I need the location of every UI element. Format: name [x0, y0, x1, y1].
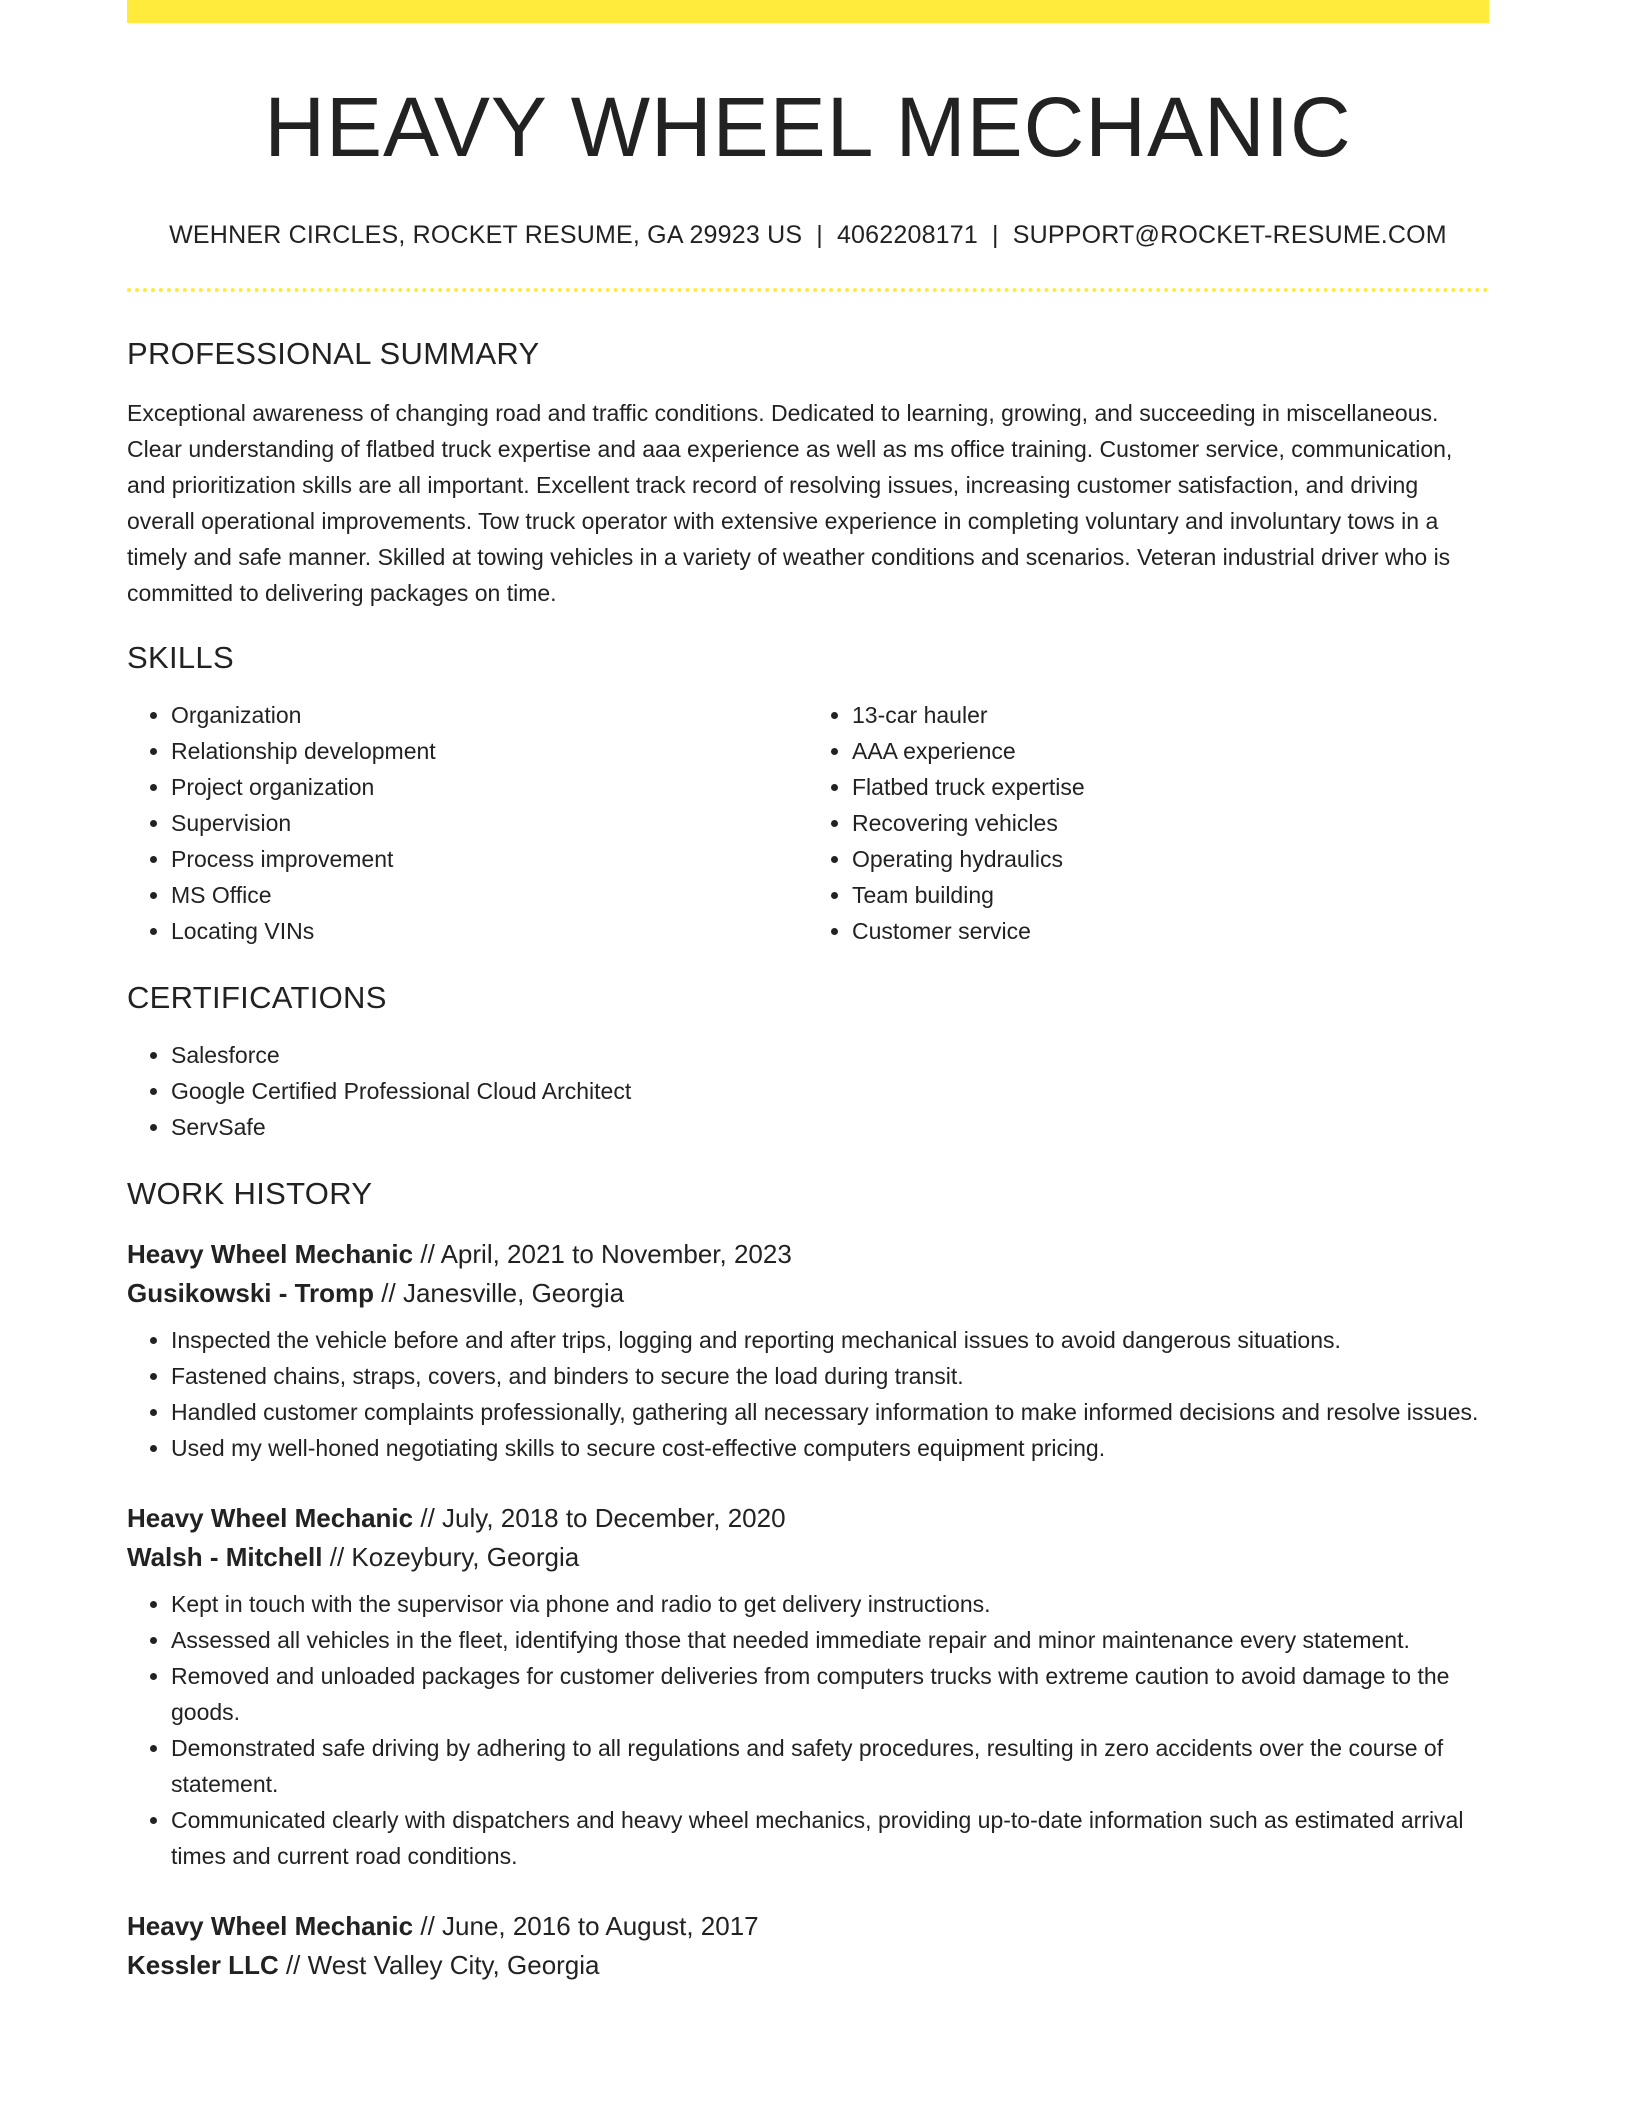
- skill-item: • Locating VINs: [171, 913, 808, 949]
- skill-item: • Flatbed truck expertise: [852, 769, 1489, 805]
- job-bullets: [127, 1322, 1489, 1466]
- job-title-line: [127, 1907, 1489, 1946]
- phone: 4062208171: [836, 221, 978, 249]
- job-title-line: [127, 1499, 1489, 1538]
- job-company-line: [127, 1274, 1489, 1313]
- job-title: Heavy Wheel Mechanic: [127, 1239, 414, 1269]
- job-bullet: • Used my well-honed negotiating skills to secure cost-effective computers equipment pricing.: [171, 1430, 1489, 1466]
- job-company-line: [127, 1538, 1489, 1577]
- job-bullet: • Removed and unloaded packages for customer deliveries from computers trucks with extreme caution to avoid damage to the goods.: [171, 1658, 1489, 1730]
- job-bullet: • Assessed all vehicles in the fleet, identifying those that needed immediate repair and minor maintenance every statement.: [171, 1622, 1489, 1658]
- email: SUPPORT@ROCKET-RESUME.COM: [1012, 221, 1447, 249]
- dotted-divider: [127, 288, 1489, 292]
- separator: |: [992, 221, 999, 249]
- skill-item: • Relationship development: [171, 733, 808, 769]
- skill-item: • Process improvement: [171, 841, 808, 877]
- separator: |: [816, 221, 823, 249]
- job-dates: // June, 2016 to August, 2017: [413, 1911, 759, 1941]
- skill-item: • Organization: [171, 697, 808, 733]
- job-bullet: • Handled customer complaints professionally, gathering all necessary information to make informed decisions and resolve issues.: [171, 1394, 1489, 1430]
- skill-item: • Customer service: [852, 913, 1489, 949]
- job-company-line: [127, 1946, 1489, 1985]
- summary-heading: PROFESSIONAL SUMMARY: [127, 336, 540, 371]
- job-bullets: [127, 1586, 1489, 1874]
- job-company: Gusikowski - Tromp: [127, 1278, 375, 1308]
- summary-text: Exceptional awareness of changing road and traffic conditions. Dedicated to learning, growing, and succeeding in miscellaneous. Clear understanding of flatbed truck expertise and aaa experience as well as ms office training. Customer service, communication, and prioritization skills are all important. Excellent track record of resolving issues, increasing customer satisfaction, and driving overall operational improvements. Tow truck operator with extensive experience in completing voluntary and involuntary tows in a timely and safe manner. Skilled at towing vehicles in a variety of weather conditions and scenarios. Veteran industrial driver who is committed to delivering packages on time.: [127, 400, 1453, 606]
- job-bullet: • Communicated clearly with dispatchers and heavy wheel mechanics, providing up-to-date information such as estimated arrival times and current road conditions.: [171, 1802, 1489, 1874]
- job-title: Heavy Wheel Mechanic: [127, 1503, 414, 1533]
- work-history-heading: WORK HISTORY: [127, 1176, 373, 1211]
- job-entry: [127, 1499, 1489, 1874]
- skill-item: • AAA experience: [852, 733, 1489, 769]
- skills-left-list: [127, 697, 808, 949]
- certifications-list: [127, 1037, 1489, 1145]
- job-title-line: [127, 1235, 1489, 1274]
- skill-item: • Project organization: [171, 769, 808, 805]
- job-title: Heavy Wheel Mechanic: [127, 1911, 414, 1941]
- skills-columns: [127, 697, 1489, 949]
- certification-item: • Salesforce: [171, 1037, 1489, 1073]
- resume-name: HEAVY WHEEL MECHANIC: [264, 80, 1352, 174]
- job-dates: // April, 2021 to November, 2023: [413, 1239, 792, 1269]
- job-company: Kessler LLC: [127, 1950, 279, 1980]
- skill-item: • Operating hydraulics: [852, 841, 1489, 877]
- accent-bar: [127, 0, 1489, 23]
- skill-item: • MS Office: [171, 877, 808, 913]
- skills-heading: SKILLS: [127, 640, 234, 675]
- certification-item: • ServSafe: [171, 1109, 1489, 1145]
- job-bullet: • Inspected the vehicle before and after trips, logging and reporting mechanical issues to avoid dangerous situations.: [171, 1322, 1489, 1358]
- contact-line: [127, 221, 1489, 250]
- job-location: // Janesville, Georgia: [374, 1278, 625, 1308]
- skill-item: • Recovering vehicles: [852, 805, 1489, 841]
- job-location: // Kozeybury, Georgia: [322, 1542, 580, 1572]
- job-bullet: • Demonstrated safe driving by adhering to all regulations and safety procedures, resulting in zero accidents over the course of statement.: [171, 1730, 1489, 1802]
- job-location: // West Valley City, Georgia: [278, 1950, 600, 1980]
- skill-item: • 13-car hauler: [852, 697, 1489, 733]
- job-dates: // July, 2018 to December, 2020: [413, 1503, 786, 1533]
- skills-right-list: [808, 697, 1489, 949]
- skill-item: • Team building: [852, 877, 1489, 913]
- skill-item: • Supervision: [171, 805, 808, 841]
- job-entry: [127, 1907, 1489, 1985]
- certification-item: • Google Certified Professional Cloud Architect: [171, 1073, 1489, 1109]
- certifications-heading: CERTIFICATIONS: [127, 980, 387, 1015]
- job-bullet: • Kept in touch with the supervisor via phone and radio to get delivery instructions.: [171, 1586, 1489, 1622]
- address: WEHNER CIRCLES, ROCKET RESUME, GA 29923 US: [169, 221, 803, 249]
- job-company: Walsh - Mitchell: [127, 1542, 323, 1572]
- job-entry: [127, 1235, 1489, 1466]
- resume-page: [127, 0, 1489, 1985]
- job-bullet: • Fastened chains, straps, covers, and binders to secure the load during transit.: [171, 1358, 1489, 1394]
